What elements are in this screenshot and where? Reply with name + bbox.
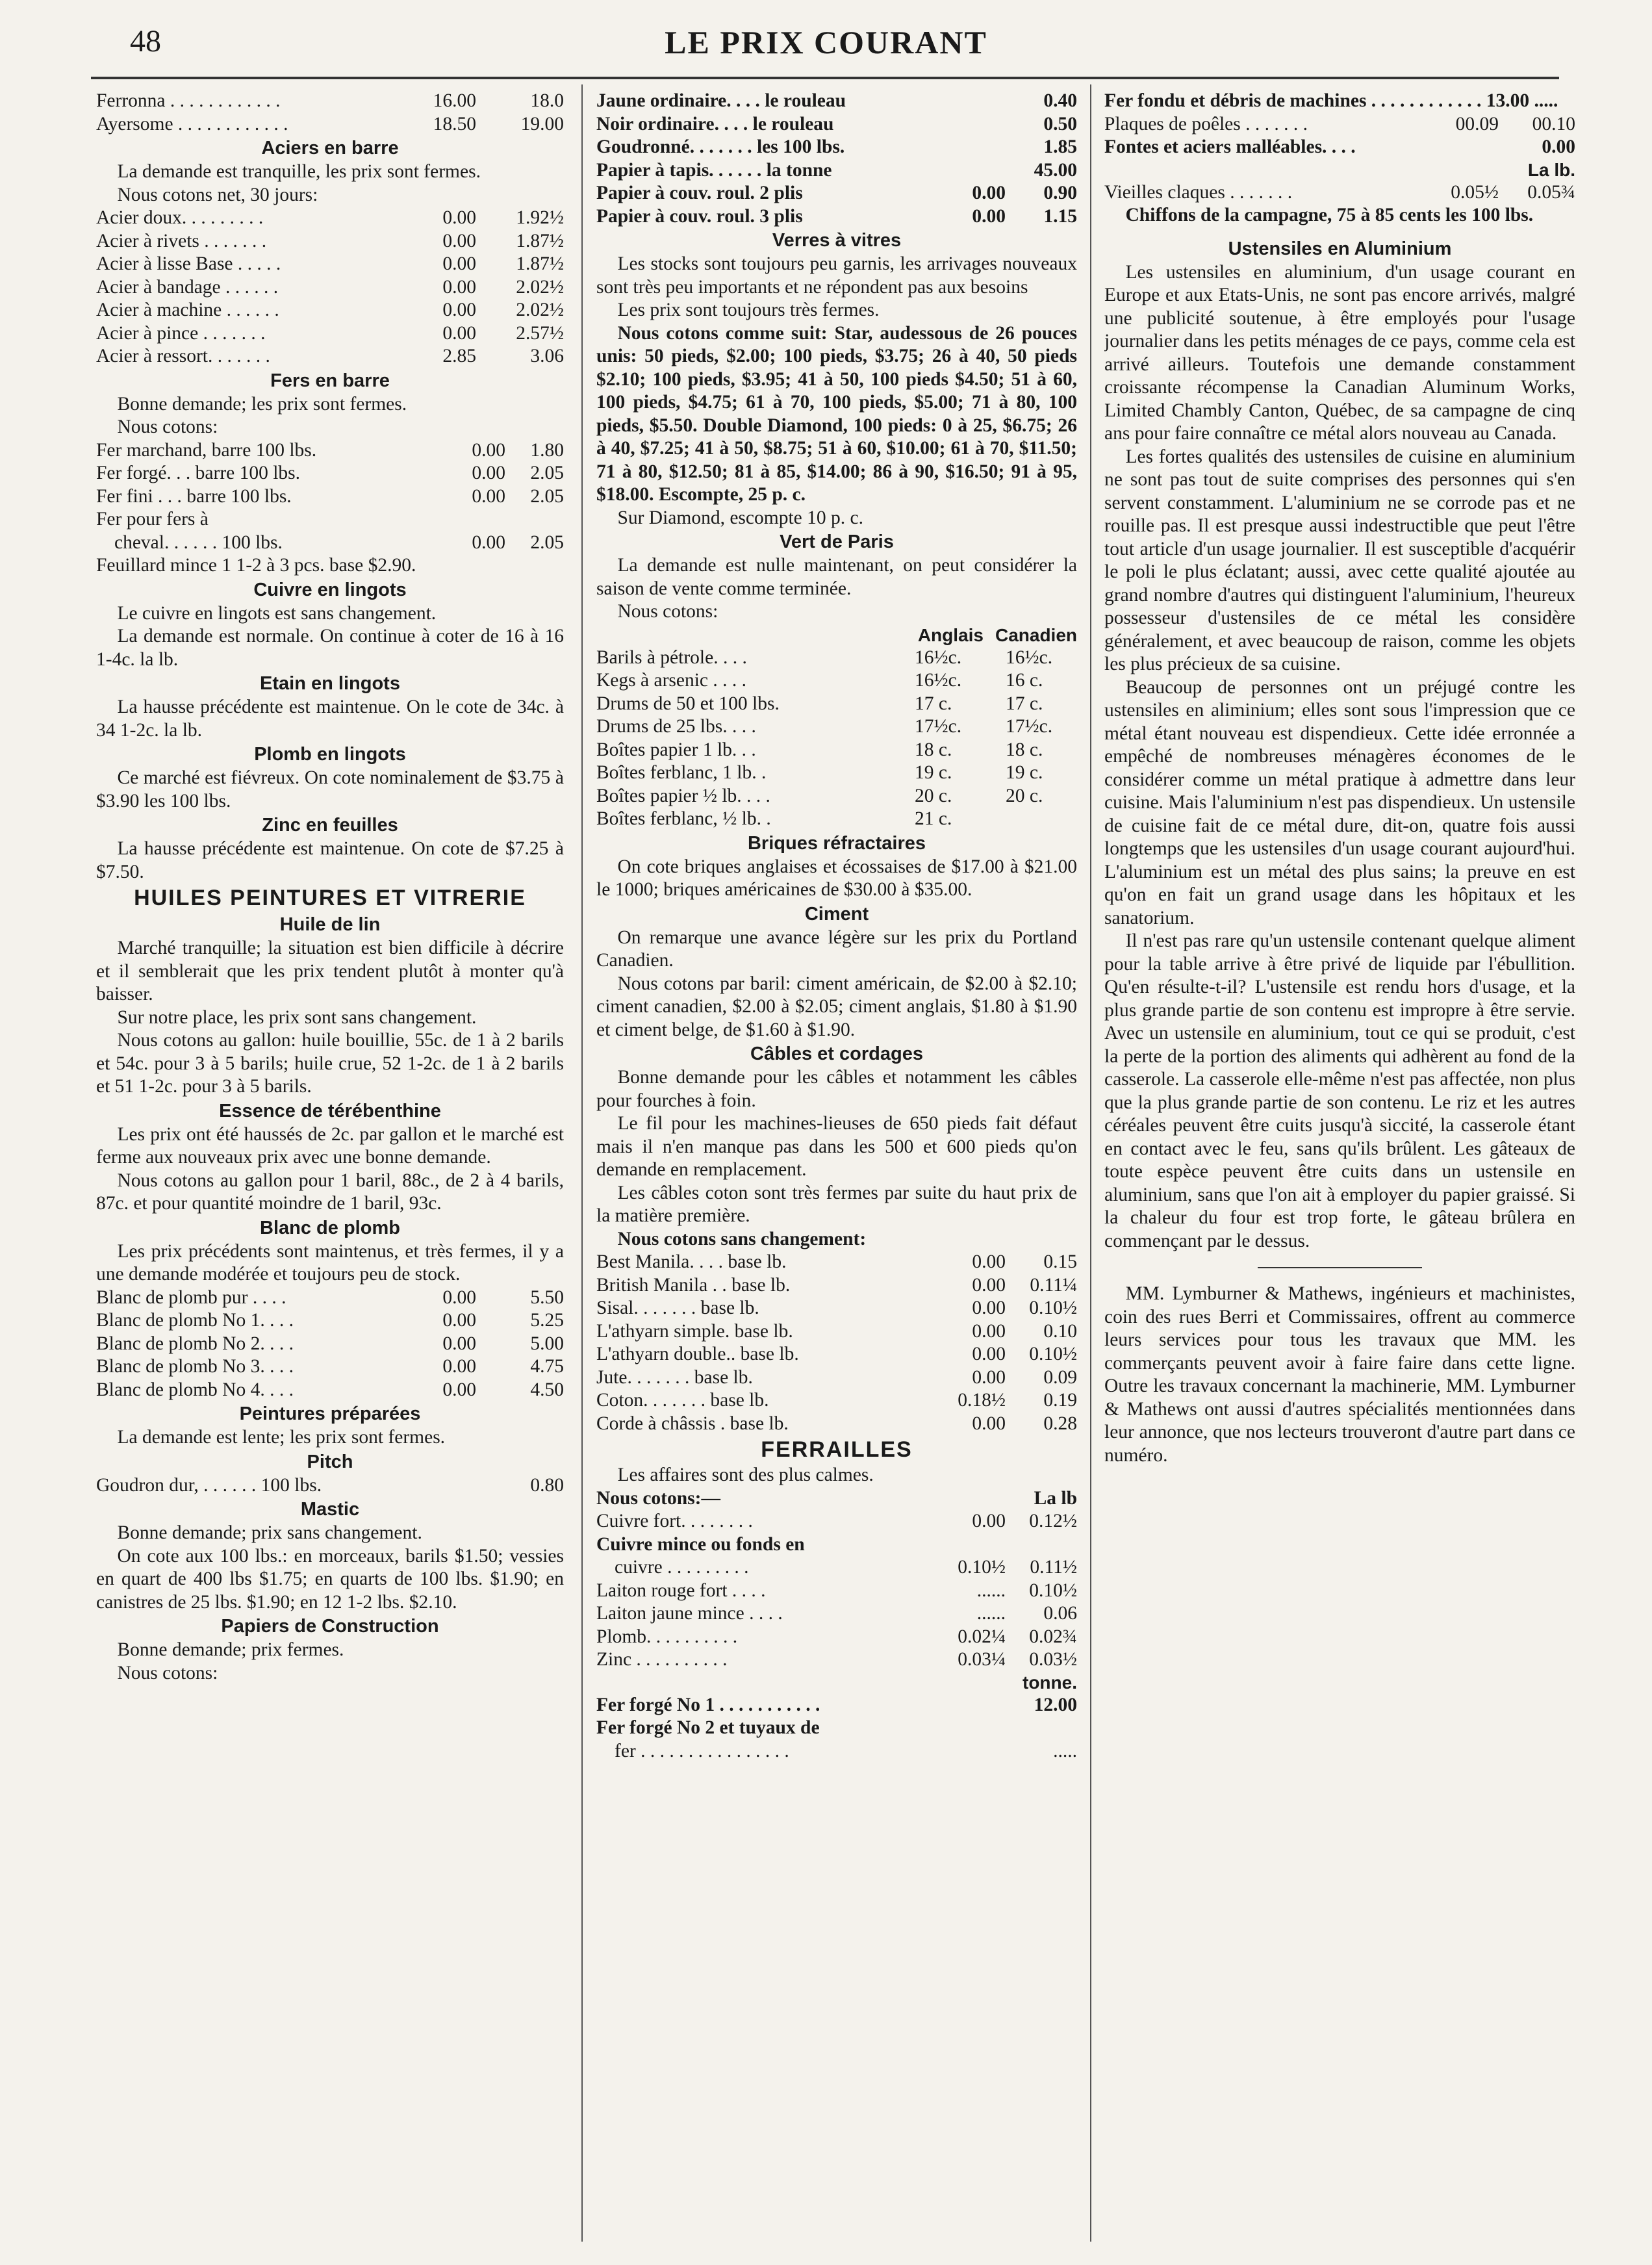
- price-row: Blanc de plomb No 2. . . . 0.00 5.00: [96, 1333, 564, 1354]
- price-row: cheval. . . . . . 100 lbs. 0.00 2.05: [114, 531, 564, 553]
- section-heading: Vert de Paris: [780, 531, 894, 552]
- price-row: Jaune ordinaire. . . . le rouleau 0.40: [596, 90, 1077, 111]
- header-rule: [91, 77, 1559, 79]
- column-2: [596, 90, 1077, 2247]
- paragraph: La demande est tranquille, les prix sont fermes.: [117, 161, 481, 182]
- price-row: Sisal. . . . . . . base lb. 0.00 0.10½: [596, 1298, 1077, 1318]
- paragraph: MM. Lymburner & Mathews, ingénieurs et machinistes, coin des rues Berri et Commissaires, offrent au commerce leurs services pour tous les travaux que MM. les commerçants peuvent avoir à faire faire dans cette ligne. Outre les travaux concernant la machinerie, MM. Lymburner & Mathews ont aussi d'autres spécialités mentionnées dans leur annonce, que nos lecteurs trouveront d'autre part dans ce numéro.: [1104, 1283, 1575, 1466]
- price-row: L'athyarn double.. base lb. 0.00 0.10½: [596, 1344, 1077, 1364]
- section-heading: Briques réfractaires: [747, 832, 926, 854]
- paragraph: Les câbles coton sont très fermes par suite du haut prix de la matière première.: [596, 1182, 1077, 1226]
- paragraph: Chiffons de la campagne, 75 à 85 cents les 100 lbs.: [1125, 205, 1534, 225]
- paragraph: Les prix précédents sont maintenus, et très fermes, il y a une demande modérée et toujours peu de stock.: [96, 1240, 564, 1285]
- paragraph: La demande est lente; les prix sont fermes.: [117, 1427, 446, 1448]
- price-row: Plomb. . . . . . . . . . 0.02¼ 0.02¾: [596, 1626, 1077, 1647]
- price-row: Corde à châssis . base lb. 0.00 0.28: [596, 1413, 1077, 1434]
- price-row: Blanc de plomb pur . . . . 0.00 5.50: [96, 1286, 564, 1308]
- paragraph: Nous cotons comme suit: Star, audessous de 26 pouces unis: 50 pieds, $2.00; 100 pieds, $3.75; 26 à 40, 50 pieds $2.10; 100 pieds, $3.95; 41 à 50, 100 pieds $4.50; 51 à 60, 100 pieds, $4.75; 61 à 70, 100 pieds, $5.00; 71 à 80, 100 pieds, $5.50. Double Diamond, 100 pieds: 0 à 25, $6.75; 26 à 40, $7.25; 41 à 50, $8.75; 51 à 60, $10.00; 61 à 70, $11.50; 71 à 80, $12.50; 81 à 85, $14.00; 86 à 90, $16.50; 91 à 95, $18.00. Escompte, 25 p. c.: [596, 322, 1077, 505]
- paragraph: Les ustensiles en aluminium, d'un usage courant en Europe et aux Etats-Unis, ne sont pas encore arrivés, malgré une publicité soutenue, à être employés pour l'usage journalier dans les petits ménages de ce pays, comme cela est arrivé ailleurs. Toutefois une demande constamment croissante récompense la Canadian Aluminum Works, Limited Chambly Canton, Québec, de sa campagne de cinq ans pour faire connaître ce métal alors nouveau au Canada.: [1104, 261, 1575, 444]
- price-row: Acier à ressort. . . . . . . 2.85 3.06: [96, 346, 564, 366]
- price-row: Laiton rouge fort . . . . ...... 0.10½: [596, 1580, 1077, 1601]
- section-heading: Peintures préparées: [239, 1403, 421, 1424]
- paragraph: Nous cotons au gallon pour 1 baril, 88c., de 2 à 4 barils, 87c. et pour quantité moindre de 1 baril, 93c.: [96, 1170, 564, 1214]
- price-row: Ferronna . . . . . . . . . . . . 16.00 18.0: [96, 90, 564, 111]
- section-heading: Cuivre en lingots: [253, 579, 407, 600]
- paragraph: Bonne demande; prix sans changement.: [117, 1522, 422, 1543]
- paragraph: On cote briques anglaises et écossaises de $17.00 à $21.00 le 1000; briques américaines de $30.00 à $35.00.: [596, 856, 1077, 900]
- price-row: Ayersome . . . . . . . . . . . . 18.50 19.00: [96, 113, 564, 134]
- column-separator: [1090, 84, 1091, 2242]
- major-heading: FERRAILLES: [761, 1437, 913, 1462]
- paragraph: Le fil pour les machines-lieuses de 650 pieds fait défaut mais il n'en manque pas dans les 500 et 600 pieds qu'on demande en remplacement.: [596, 1113, 1077, 1180]
- price-row: Best Manila. . . . base lb. 0.00 0.15: [596, 1251, 1077, 1272]
- paragraph: Les prix ont été haussés de 2c. par gallon et le marché est ferme aux nouveaux prix avec une bonne demande.: [96, 1123, 564, 1168]
- paragraph: Les stocks sont toujours peu garnis, les arrivages nouveaux sont très peu importants et ne répondent pas aux besoins: [596, 253, 1077, 298]
- price-row: Boîtes ferblanc, 1 lb. . 19 c. 19 c.: [596, 762, 1043, 783]
- paragraph: Les fortes qualités des ustensiles de cuisine en aluminium ne sont pas tout de suite comprises des personnes qui s'en servent constamment. L'aluminium ne se corrode pas et ne rouille pas. Il est presque aussi indestructible que peut l'être tout article d'un usage journalier. Il est susceptible d'acquérir le poli le plus éclatant; aussi, avec cette qualité ajoutée au grand nombre d'autres qui distinguent l'aluminium, l'heureux possesseur d'ustensiles de ce métal les considère généralement, et avec beaucoup de raison, comme les objets les plus précieux de sa cuisine.: [1104, 446, 1575, 674]
- price-row: Fer pour fers à: [96, 509, 209, 530]
- price-row: Acier à rivets . . . . . . . 0.00 1.87½: [96, 230, 564, 251]
- paragraph: On remarque une avance légère sur les prix du Portland Canadien.: [596, 927, 1077, 971]
- unit-label: La lb.: [1527, 159, 1575, 180]
- price-row: Blanc de plomb No 4. . . . 0.00 4.50: [96, 1379, 564, 1400]
- paragraph: La hausse précédente est maintenue. On le cote de 34c. à 34 1-2c. la lb.: [96, 697, 564, 741]
- paragraph: On cote aux 100 lbs.: en morceaux, barils $1.50; vessies en quart de 400 lbs $1.75; en quarts de 100 lbs. $1.90; en canistres de 25 lbs. $1.90; en 12 1-2 lbs. $2.10.: [96, 1545, 564, 1613]
- price-row: Drums de 50 et 100 lbs. 17 c. 17 c.: [596, 693, 1043, 714]
- paragraph: Nous cotons au gallon: huile bouillie, 55c. de 1 à 2 barils et 54c. pour 3 à 5 barils; huile crue, 52 1-2c. de 1 à 2 barils et 51 1-2c. pour 3 à 5 barils.: [96, 1030, 564, 1097]
- section-heading: Zinc en feuilles: [262, 815, 398, 836]
- price-row: Nous cotons:— La lb: [596, 1487, 1077, 1509]
- paragraph: La demande est normale. On continue à coter de 16 à 16 1-4c. la lb.: [96, 626, 564, 670]
- paragraph: Marché tranquille; la situation est bien difficile à décrire et il semblerait que les prix tendent plutôt à monter qu'à baisser.: [96, 938, 564, 1005]
- column-1: [96, 90, 564, 2247]
- price-row: Fer marchand, barre 100 lbs. 0.00 1.80: [96, 439, 564, 461]
- paragraph: Bonne demande; les prix sont fermes.: [117, 393, 407, 415]
- price-row: Blanc de plomb No 3. . . . 0.00 4.75: [96, 1356, 564, 1377]
- price-row: Goudronné. . . . . . . les 100 lbs. 1.85: [596, 136, 1077, 157]
- price-row: Fer forgé. . . barre 100 lbs. 0.00 2.05: [96, 463, 564, 483]
- journal-title: LE PRIX COURANT: [665, 24, 987, 60]
- price-row: Fer fini . . . barre 100 lbs. 0.00 2.05: [96, 485, 564, 507]
- price-row: Cuivre fort. . . . . . . . 0.00 0.12½: [596, 1511, 1077, 1531]
- major-heading: HUILES PEINTURES ET VITRERIE: [134, 886, 526, 910]
- price-row: Barils à pétrole. . . . 16½c. 16½c.: [596, 646, 1053, 668]
- column-3: [1104, 90, 1575, 2247]
- section-heading: Etain en lingots: [260, 673, 400, 694]
- price-row: fer . . . . . . . . . . . . . . . . .....: [615, 1740, 1077, 1761]
- table-header: Anglais Canadien: [917, 624, 1077, 645]
- price-row: Kegs à arsenic . . . . 16½c. 16 c.: [596, 670, 1043, 691]
- paragraph: Les affaires sont des plus calmes.: [617, 1465, 874, 1485]
- price-row: Acier à pince . . . . . . . 0.00 2.57½: [96, 322, 564, 344]
- unit-label: tonne.: [1023, 1672, 1077, 1693]
- price-row: Laiton jaune mince . . . . ...... 0.06: [596, 1603, 1077, 1624]
- paragraph: Ce marché est fiévreux. On cote nominalement de $3.75 à $3.90 les 100 lbs.: [96, 767, 564, 812]
- page-number: 48: [130, 24, 161, 58]
- price-row: Cuivre mince ou fonds en: [596, 1533, 805, 1555]
- paragraph: Les prix sont toujours très fermes.: [617, 300, 880, 320]
- section-heading: Verres à vitres: [772, 230, 902, 251]
- section-heading: Plomb en lingots: [254, 744, 406, 765]
- price-row: Papier à couv. roul. 2 plis 0.00 0.90: [596, 183, 1077, 203]
- price-row: Boîtes papier 1 lb. . . 18 c. 18 c.: [596, 739, 1043, 760]
- price-row: Acier à bandage . . . . . . 0.00 2.02½: [96, 276, 564, 298]
- paragraph: Nous cotons net, 30 jours:: [117, 184, 318, 205]
- paragraph: Il n'est pas rare qu'un ustensile contenant quelque aliment pour la table arrive à être privé de liquide par l'ébullition. Qu'en résulte-t-il? L'ustensile est rendu hors d'usage, et la plus grande partie de son contenu est impropre à être servie. Avec un ustensile en aluminium, tout ce qui se produit, c'est la perte de la portion des aliments qui adhèrent au fond de la casserole. La casserole elle-même n'est pas affectée, non plus que la plus grande partie de son contenu. Le riz et les autres céréales peuvent être cuits jusqu'à siccité, la casserole étant en contact avec le feu, sans qu'ils brûlent. Les gâteaux de toute espèce peuvent être cuits dans un ustensile en aluminium, sans que l'on ait à employer du papier graissé. Si la chaleur du four est trop forte, le gâteau brûlera en commençant par le dessus.: [1104, 930, 1575, 1251]
- price-row: Drums de 25 lbs. . . . 17½c. 17½c.: [596, 716, 1053, 737]
- section-divider: [1258, 1267, 1423, 1268]
- paragraph: Nous cotons:: [117, 1662, 218, 1683]
- column-separator: [581, 84, 583, 2242]
- paragraph: Nous cotons par baril: ciment américain, de $2.00 à $2.10; ciment canadien, $2.00 à $2.05; ciment anglais, $1.80 à $1.90 et ciment belge, de $1.60 à $1.90.: [596, 973, 1077, 1040]
- price-row: L'athyarn simple. base lb. 0.00 0.10: [596, 1320, 1077, 1342]
- section-heading: Câbles et cordages: [750, 1043, 923, 1064]
- paragraph: Sur Diamond, escompte 10 p. c.: [617, 507, 863, 528]
- price-row: cuivre . . . . . . . . . 0.10½ 0.11½: [615, 1557, 1077, 1578]
- price-row: Boîtes ferblanc, ½ lb. . 21 c.: [596, 808, 952, 829]
- paragraph: Bonne demande; prix fermes.: [117, 1639, 344, 1660]
- price-row: Blanc de plomb No 1. . . . 0.00 5.25: [96, 1310, 564, 1331]
- section-heading: Essence de térébenthine: [219, 1100, 441, 1121]
- price-row: Boîtes papier ½ lb. . . . 20 c. 20 c.: [596, 785, 1043, 806]
- section-heading: Blanc de plomb: [260, 1217, 400, 1238]
- price-row: Feuillard mince 1 1-2 à 3 pcs. base $2.90.: [96, 555, 416, 576]
- price-row: Goudron dur, . . . . . . 100 lbs. 0.80: [96, 1474, 564, 1496]
- price-row: Noir ordinaire. . . . le rouleau 0.50: [596, 113, 1077, 134]
- price-row: Acier doux. . . . . . . . . 0.00 1.92½: [96, 207, 564, 228]
- price-row: British Manila . . base lb. 0.00 0.11¼: [596, 1274, 1077, 1296]
- paragraph: Nous cotons sans changement:: [617, 1228, 867, 1249]
- price-row: Papier à couv. roul. 3 plis 0.00 1.15: [596, 205, 1077, 227]
- paragraph: Bonne demande pour les câbles et notamment les câbles pour fourches à foin.: [596, 1067, 1077, 1111]
- section-heading: Mastic: [300, 1499, 360, 1520]
- page-header: [0, 19, 1652, 71]
- section-heading: Fers en barre: [270, 370, 390, 391]
- price-row: Acier à machine . . . . . . 0.00 2.02½: [96, 300, 564, 320]
- paragraph: La hausse précédente est maintenue. On cote de $7.25 à $7.50.: [96, 838, 564, 882]
- price-row: Fontes et aciers malléables. . . . 0.00: [1104, 136, 1575, 157]
- price-row: Jute. . . . . . . base lb. 0.00 0.09: [596, 1366, 1077, 1388]
- paragraph: Nous cotons:: [617, 601, 718, 622]
- price-row: Papier à tapis. . . . . . la tonne 45.00: [596, 159, 1077, 181]
- paragraph: Fer fondu et débris de machines . . . . . . . . . . . . 13.00 .....: [1104, 90, 1558, 111]
- section-heading: Pitch: [307, 1451, 353, 1472]
- section-heading: Ciment: [804, 903, 869, 925]
- price-row: Plaques de poêles . . . . . . . 00.09 00.10: [1104, 113, 1575, 134]
- section-heading: Papiers de Construction: [221, 1616, 439, 1637]
- paragraph: Beaucoup de personnes ont un préjugé contre les ustensiles en aliminium; elles sont sous l'impression que ce métal étant nouveau est dispendieux. Cette idée erronnée a empêché de nombreuses ménagères économes de le considérer comme un métal pratique à admettre dans leur cuisine. Mais l'aluminium n'est pas dispendieux. Un ustensile de cuisine fait de ce métal dure, dit-on, quatre fois aussi longtemps que les ustensiles d'un usage courant aujourd'hui. L'aluminium est un métal des plus sains; la preuve en est qu'on en fait un grand usage dans les hôpitaux et les sanatorium.: [1104, 676, 1575, 928]
- price-row: Zinc . . . . . . . . . . 0.03¼ 0.03½: [596, 1649, 1077, 1670]
- paragraph: Le cuivre en lingots est sans changement.: [117, 602, 437, 624]
- price-row: Fer forgé No 2 et tuyaux de: [596, 1717, 820, 1738]
- paragraph: La demande est nulle maintenant, on peut considérer la saison de vente comme terminée.: [596, 555, 1077, 599]
- price-row: Coton. . . . . . . base lb. 0.18½ 0.19: [596, 1390, 1077, 1411]
- section-heading: Aciers en barre: [261, 138, 399, 159]
- section-heading: Ustensiles en Aluminium: [1228, 238, 1452, 259]
- paragraph: Sur notre place, les prix sont sans changement.: [117, 1006, 477, 1028]
- price-row: Acier à lisse Base . . . . . 0.00 1.87½: [96, 253, 564, 274]
- price-row: Vieilles claques . . . . . . . 0.05½ 0.05¾: [1104, 181, 1575, 203]
- section-heading: Huile de lin: [279, 914, 381, 935]
- paragraph: Nous cotons:: [117, 416, 218, 437]
- price-row: Fer forgé No 1 . . . . . . . . . . . 12.00: [596, 1694, 1077, 1715]
